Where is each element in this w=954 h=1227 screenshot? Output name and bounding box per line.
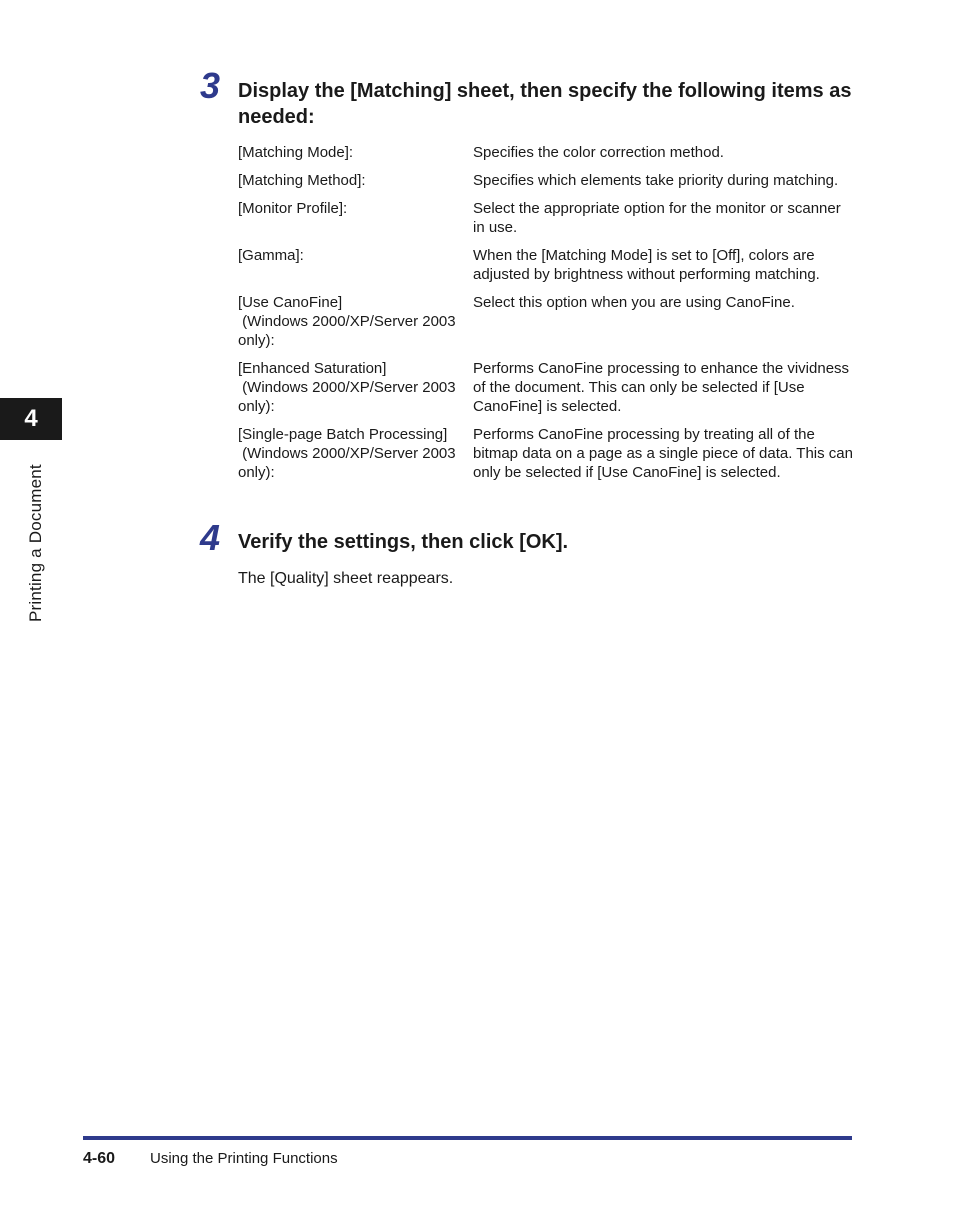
settings-row bbox=[238, 293, 854, 359]
setting-description-line: Specifies which elements take priority during matching. bbox=[473, 172, 839, 189]
setting-description bbox=[473, 246, 854, 293]
setting-description-line: Select this option when you are using CanoFine. bbox=[473, 294, 795, 311]
setting-name-line: [Enhanced Saturation] bbox=[238, 360, 387, 377]
setting-description-line: Select the appropriate option for the monitor or scanner bbox=[473, 200, 841, 217]
setting-name-line: [Matching Mode]: bbox=[238, 144, 354, 161]
setting-name bbox=[238, 425, 473, 491]
settings-row bbox=[238, 359, 854, 425]
footer-rule bbox=[83, 1136, 852, 1140]
setting-description-line: only be selected if [Use CanoFine] is selected. bbox=[473, 464, 781, 481]
setting-description-line: Performs CanoFine processing to enhance the vividness bbox=[473, 360, 850, 377]
setting-name-line: [Gamma]: bbox=[238, 247, 304, 264]
setting-name-line: only): bbox=[238, 332, 275, 349]
chapter-side-label: Printing a Document bbox=[26, 464, 45, 622]
setting-description bbox=[473, 293, 854, 359]
setting-description bbox=[473, 199, 854, 246]
setting-description-line: Performs CanoFine processing by treating all of the bbox=[473, 426, 815, 443]
setting-description-line: of the document. This can only be selected if [Use bbox=[473, 379, 805, 396]
setting-name-line: [Use CanoFine] bbox=[238, 294, 343, 311]
step-4-number: 4 bbox=[200, 517, 221, 558]
setting-name bbox=[238, 171, 473, 199]
chapter-tab: 4 bbox=[0, 398, 62, 440]
setting-name-line: only): bbox=[238, 464, 275, 481]
settings-row bbox=[238, 246, 854, 293]
setting-name-line: (Windows 2000/XP/Server 2003 bbox=[238, 313, 456, 330]
settings-row bbox=[238, 171, 854, 199]
setting-description-line: When the [Matching Mode] is set to [Off], colors are bbox=[473, 247, 815, 264]
setting-description bbox=[473, 171, 854, 199]
setting-description bbox=[473, 425, 854, 491]
setting-name-line: (Windows 2000/XP/Server 2003 bbox=[238, 445, 456, 462]
settings-row bbox=[238, 425, 854, 491]
page-number: 4-60 bbox=[83, 1150, 116, 1167]
setting-name-line: only): bbox=[238, 398, 275, 415]
setting-description bbox=[473, 143, 854, 171]
step-4-title: Verify the settings, then click [OK]. bbox=[238, 531, 569, 553]
setting-name bbox=[238, 293, 473, 359]
setting-description-line: in use. bbox=[473, 219, 518, 236]
settings-row bbox=[238, 143, 854, 171]
setting-name-line: [Monitor Profile]: bbox=[238, 200, 348, 217]
setting-name-line: [Matching Method]: bbox=[238, 172, 366, 189]
setting-name bbox=[238, 143, 473, 171]
footer-title: Using the Printing Functions bbox=[150, 1150, 338, 1167]
step-3-number: 3 bbox=[200, 65, 221, 106]
settings-table bbox=[238, 143, 854, 491]
setting-description-line: CanoFine] is selected. bbox=[473, 398, 622, 415]
step-3-title: Display the [Matching] sheet, then specify the following items as needed: bbox=[238, 80, 852, 128]
step-4-result-text: The [Quality] sheet reappears. bbox=[238, 570, 454, 587]
setting-description-line: adjusted by brightness without performing matching. bbox=[473, 266, 820, 283]
setting-description bbox=[473, 359, 854, 425]
setting-name bbox=[238, 246, 473, 293]
setting-description-line: Specifies the color correction method. bbox=[473, 144, 724, 161]
settings-table-body bbox=[238, 143, 854, 491]
setting-name-line: [Single-page Batch Processing] bbox=[238, 426, 448, 443]
setting-description-line: bitmap data on a page as a single piece of data. This can bbox=[473, 445, 853, 462]
setting-name-line: (Windows 2000/XP/Server 2003 bbox=[238, 379, 456, 396]
settings-row bbox=[238, 199, 854, 246]
setting-name bbox=[238, 359, 473, 425]
setting-name bbox=[238, 199, 473, 246]
